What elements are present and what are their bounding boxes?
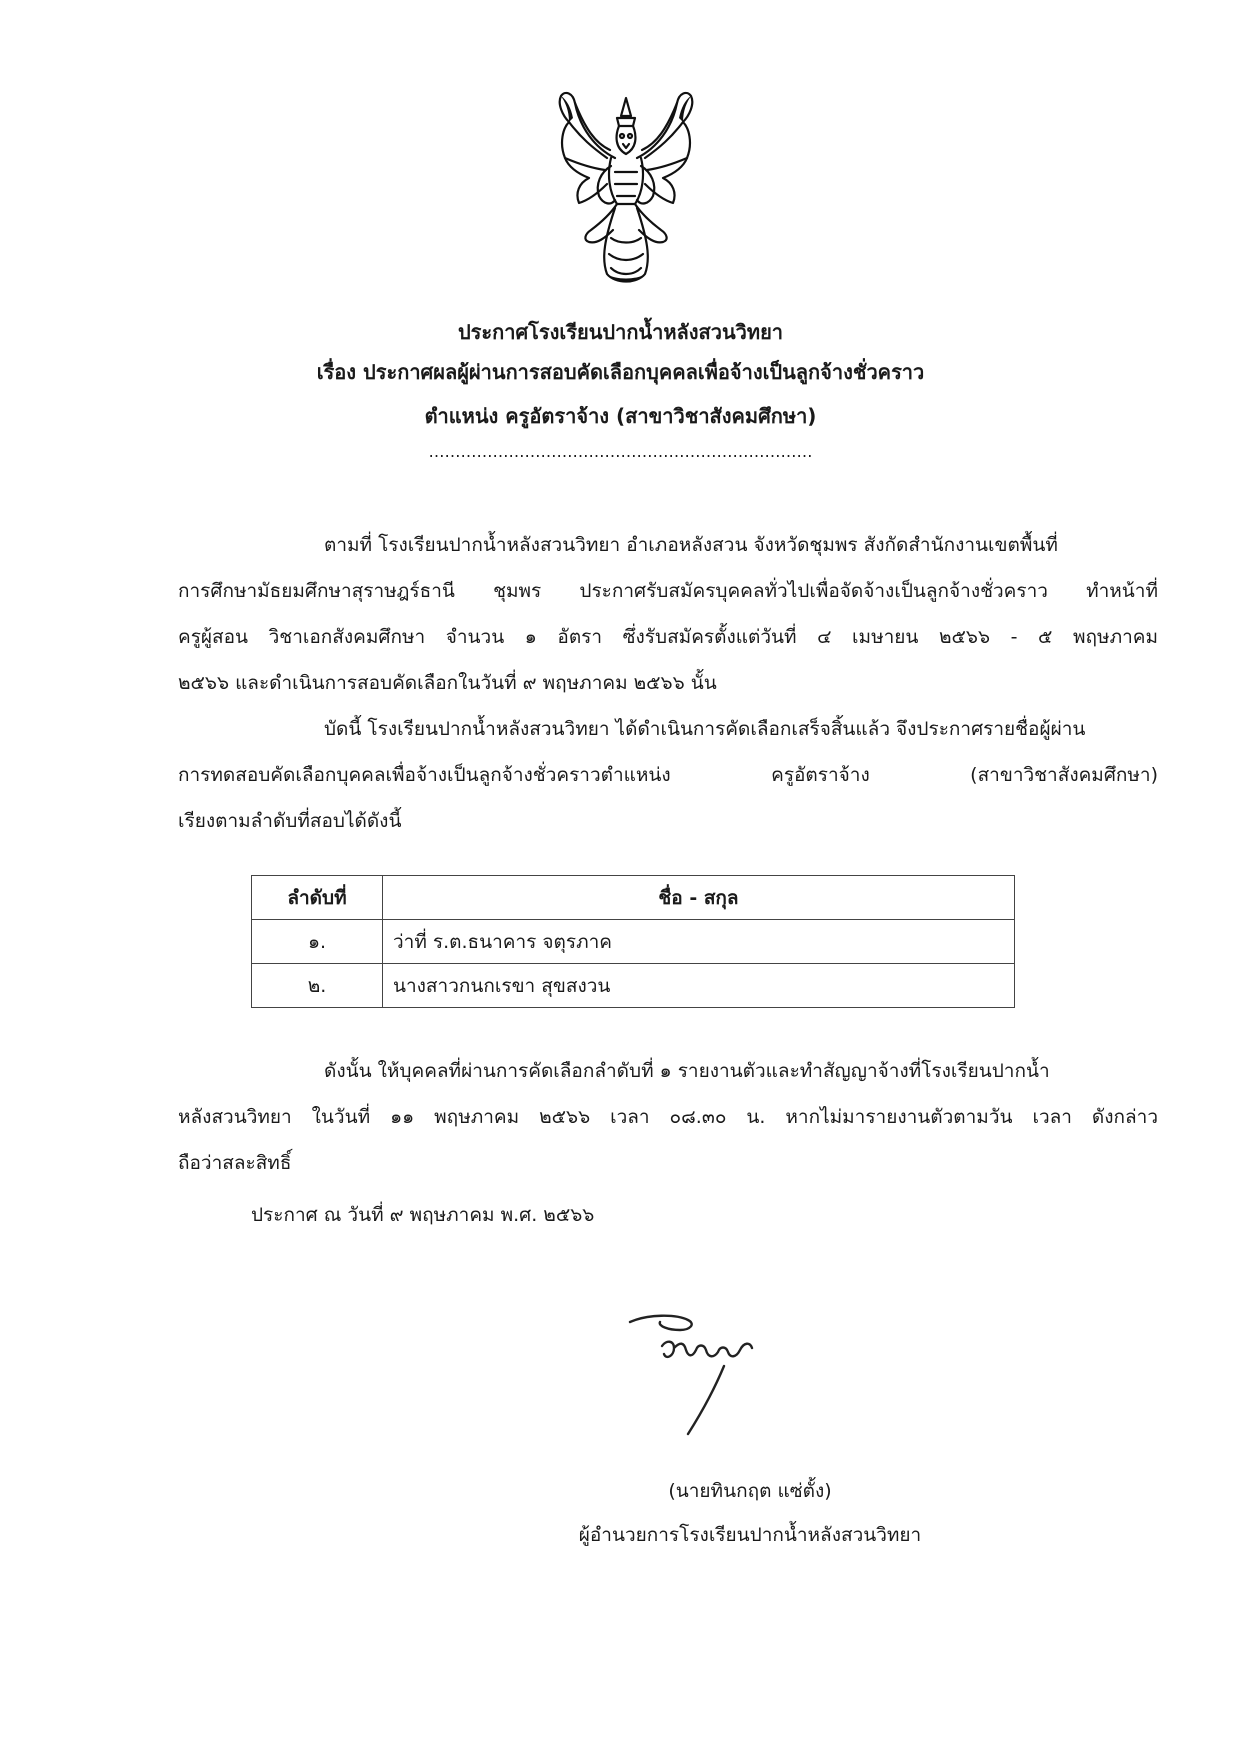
paragraph-line: เรียงตามลำดับที่สอบได้ดังนี้: [178, 810, 402, 832]
paragraph-line: ครูผู้สอน วิชาเอกสังคมศึกษา จำนวน ๑ อัตรา ซึ่งรับสมัครตั้งแต่วันที่ ๔ เมษายน ๒๕๖๖ - ๕ พฤษภาคม: [178, 626, 1158, 648]
row-order: ๑.: [252, 920, 383, 964]
announcement-position: ตำแหน่ง ครูอัตราจ้าง (สาขาวิชาสังคมศึกษา): [424, 404, 817, 428]
row-name: ว่าที่ ร.ต.ธนาคาร จตุรภาค: [383, 920, 1015, 964]
paragraph-line: ๒๕๖๖ และดำเนินการสอบคัดเลือกในวันที่ ๙ พฤษภาคม ๒๕๖๖ นั้น: [178, 672, 717, 694]
paragraph-intro: [178, 522, 1158, 706]
paragraph-line: บัดนี้ โรงเรียนปากน้ำหลังสวนวิทยา ได้ดำเนินการคัดเลือกเสร็จสิ้นแล้ว จึงประกาศรายชื่อผู้ผ่าน: [324, 718, 1086, 740]
table-row: [252, 964, 1015, 1008]
announce-date: ประกาศ ณ วันที่ ๙ พฤษภาคม พ.ศ. ๒๕๖๖: [251, 1204, 595, 1226]
dotted-separator: ………………………………………………………………: [428, 442, 813, 461]
paragraph-line: ดังนั้น ให้บุคคลที่ผ่านการคัดเลือกลำดับที่ ๑ รายงานตัวและทำสัญญาจ้างที่โรงเรียนปากน้ำ: [324, 1060, 1050, 1082]
table-row: [252, 920, 1015, 964]
paragraph-line: ถือว่าสละสิทธิ์: [178, 1152, 292, 1174]
paragraph-line: ตามที่ โรงเรียนปากน้ำหลังสวนวิทยา อำเภอหลังสวน จังหวัดชุมพร สังกัดสำนักงานเขตพื้นที่: [324, 534, 1058, 556]
handwritten-signature-icon: [618, 1300, 788, 1450]
column-header-order: ลำดับที่: [252, 876, 383, 920]
paragraph-instruction: [178, 1048, 1158, 1186]
paragraph-result: [178, 706, 1158, 844]
paragraph-line: การทดสอบคัดเลือกบุคคลเพื่อจ้างเป็นลูกจ้างชั่วคราวตำแหน่ง ครูอัตราจ้าง (สาขาวิชาสังคมศึกษา): [178, 764, 1158, 786]
signatory-title: ผู้อำนวยการโรงเรียนปากน้ำหลังสวนวิทยา: [578, 1524, 922, 1546]
results-table: [251, 875, 1015, 1008]
column-header-name: ชื่อ - สกุล: [383, 876, 1015, 920]
row-order: ๒.: [252, 964, 383, 1008]
paragraph-line: การศึกษามัธยมศึกษาสุราษฎร์ธานี ชุมพร ประกาศรับสมัครบุคคลทั่วไปเพื่อจัดจ้างเป็นลูกจ้างชั่วคราว ทำหน้าที่: [178, 580, 1158, 602]
garuda-emblem-icon: [555, 88, 697, 288]
paragraph-line: หลังสวนวิทยา ในวันที่ ๑๑ พฤษภาคม ๒๕๖๖ เวลา ๐๘.๓๐ น. หากไม่มารายงานตัวตามวัน เวลา ดังกล่าว: [178, 1106, 1158, 1128]
row-name: นางสาวกนกเรขา สุขสงวน: [383, 964, 1015, 1008]
table-header-row: [252, 876, 1015, 920]
announcement-subject: เรื่อง ประกาศผลผู้ผ่านการสอบคัดเลือกบุคคลเพื่อจ้างเป็นลูกจ้างชั่วคราว: [316, 360, 925, 384]
signatory-name: (นายทินกฤต แซ่ตั้ง): [668, 1480, 832, 1502]
announcement-title: ประกาศโรงเรียนปากน้ำหลังสวนวิทยา: [457, 320, 784, 344]
